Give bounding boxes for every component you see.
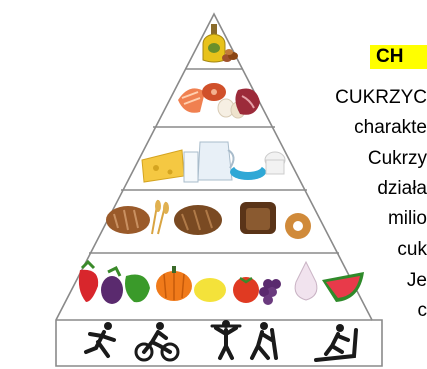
sausage-icon	[202, 83, 226, 101]
yogurt-icon	[230, 152, 285, 180]
treadmill-icon	[316, 324, 356, 360]
pepper-icon	[125, 275, 150, 303]
wholegrain-bread-icon	[240, 202, 276, 234]
runner-icon	[86, 322, 114, 356]
text-line-6: cuk	[397, 239, 427, 260]
text-line-8: c	[417, 300, 427, 321]
strawberry-icon	[79, 262, 98, 302]
cyclist-icon	[136, 322, 178, 360]
text-line-4: działa	[377, 178, 427, 199]
wheat-icon	[152, 200, 169, 234]
tier-grains	[106, 200, 311, 239]
milk-glass-icon	[184, 152, 198, 182]
weightlifter-icon	[212, 320, 240, 358]
text-line-2: charakte	[354, 117, 427, 138]
tier-fruits-vegetables	[79, 262, 364, 305]
rye-bread-icon	[174, 205, 222, 235]
hiker-icon	[252, 322, 276, 358]
tier-physical-activity	[86, 320, 356, 360]
garlic-icon	[295, 262, 317, 300]
tomato-icon	[233, 277, 259, 303]
eggplant-icon	[101, 268, 123, 304]
grapes-icon	[259, 279, 281, 305]
bread-loaf-icon	[106, 206, 150, 234]
tier-meat-fish	[178, 83, 260, 118]
cheese-icon	[142, 150, 184, 182]
document-heading: CH	[370, 45, 427, 69]
text-line-3: Cukrzy	[367, 148, 427, 169]
bagel-icon	[285, 213, 311, 239]
steak-icon	[235, 89, 260, 115]
watermelon-icon	[322, 272, 364, 302]
lemon-icon	[194, 278, 226, 302]
text-line-1: CUKRZYC	[335, 87, 427, 108]
salmon-icon	[178, 88, 205, 112]
milk-jug-icon	[198, 142, 234, 180]
tier-oils-fats	[203, 24, 238, 62]
pumpkin-icon	[156, 266, 192, 301]
text-line-5: milio	[387, 208, 427, 229]
text-line-7: Je	[406, 270, 427, 291]
tier-dairy	[142, 142, 285, 182]
